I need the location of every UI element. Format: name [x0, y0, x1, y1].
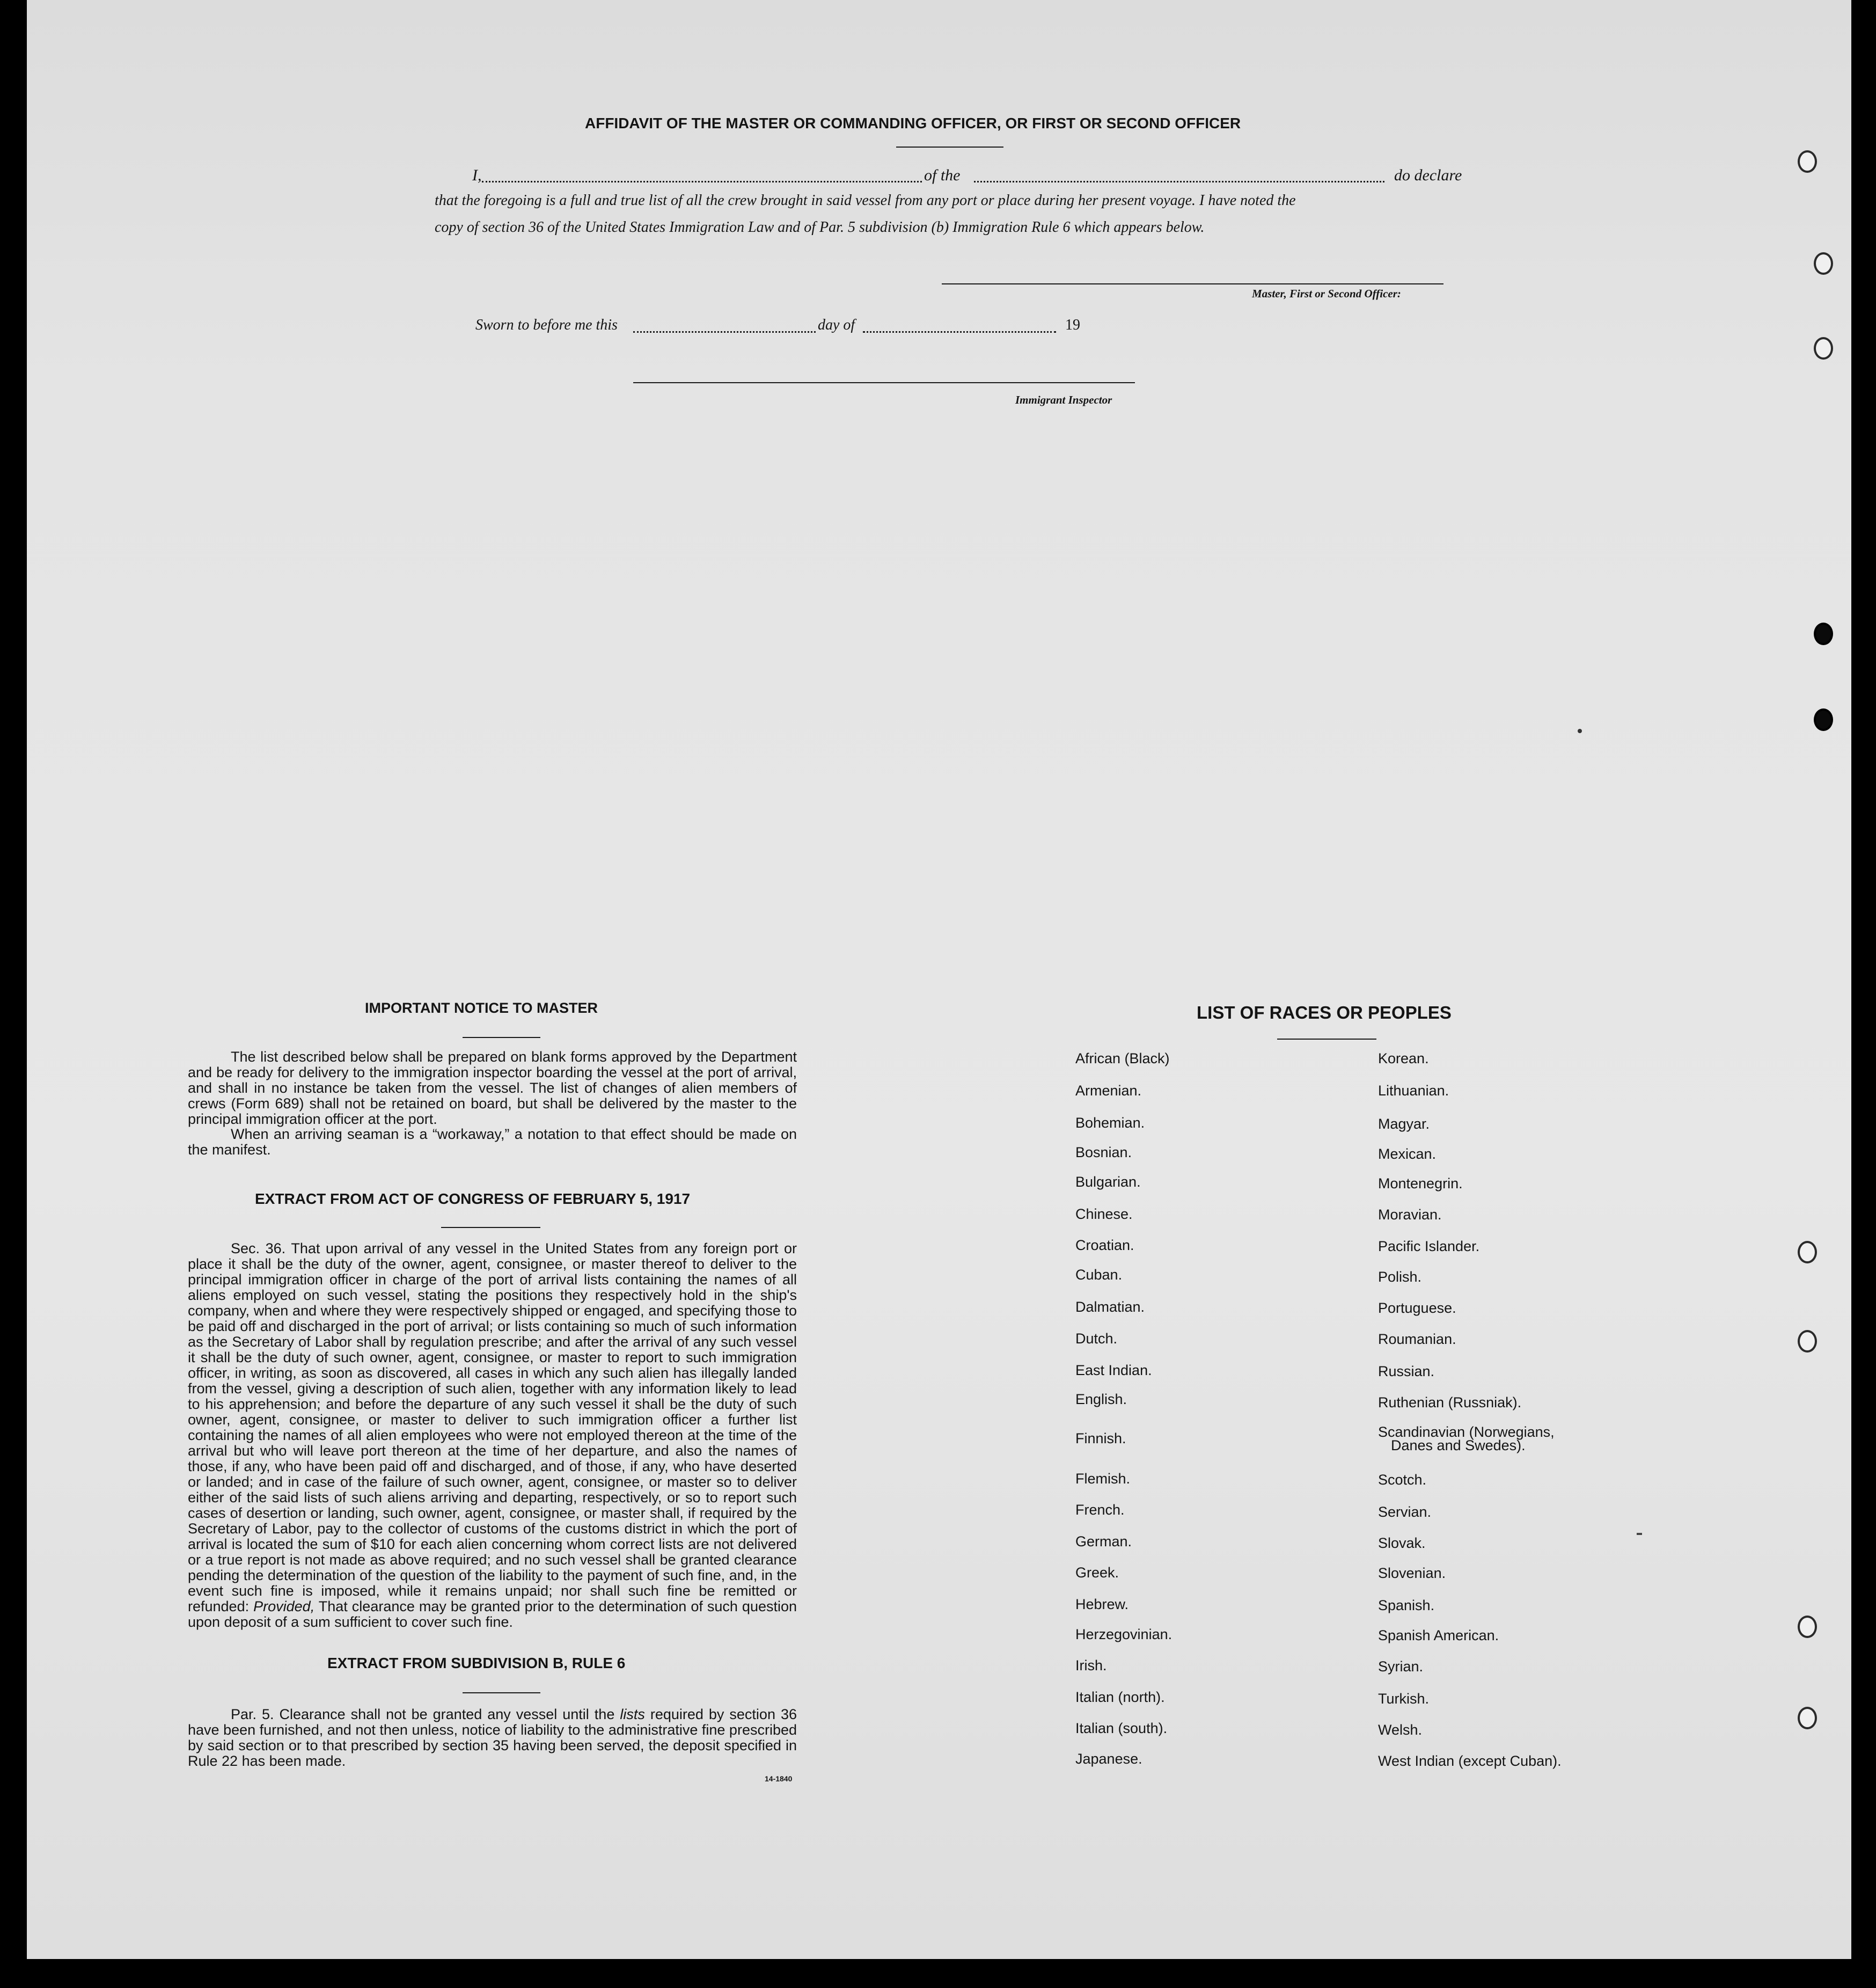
- binder-hole-icon: [1814, 252, 1833, 275]
- race-item: Moravian.: [1378, 1207, 1442, 1223]
- i-label: I,: [472, 166, 482, 184]
- sworn-label: Sworn to before me this: [475, 317, 618, 333]
- manifest-sheet: [27, 0, 1851, 1959]
- section-body: That upon arrival of any vessel in the United States from any foreign port or place it shall be the duty of the owner, agent, consignee, or master thereof to deliver to the principal immigration officer in charge of the port of arrival lists containing the names of all aliens employed on such vessel, stating the positions they respectively hold in the ship's company, when and where they were respectively shipped or engaged, and specifying those to be paid off and discharged in the port of arrival; or lists containing so much of such information as the Secretary of Labor shall by regulation prescribe; and after the arrival of any such vessel it shall be the duty of such owner, agent, consignee, or master to report to such immigration officer, in writing, as soon as discovered, all cases in which any such alien has illegally landed from the vessel, giving a description of such alien, together with any information likely to lead to his apprehension; and before the departure of any such vessel it shall be the duty of such owner, agent, consignee, or master to deliver to such immigration officer a further list containing the names of all alien employees who were not employed thereon at the time of the arrival but who will leave port thereon at the time of her departure, and also the names of those, if any, who have been paid off and discharged, and of those, if any, who have deserted or landed; and in case of the failure of such owner, agent, consignee, or master so to deliver either of the said lists of such aliens arriving and departing, respectively, or so to report such cases of desertion or landing, such owner, agent, consignee, or master shall, if required by the Secretary of Labor, pay to the collector of customs of the customs district in which the port of arrival is located the sum of $10 for each alien concerning whom correct lists are not delivered or a true report is not made as above required; and no such vessel shall be granted clearance pending the determination of the question of the liability to the payment of such fine, and, in the event such fine is imposed, while it remains unpaid; nor shall such fine be remitted or refunded:: [188, 1240, 797, 1614]
- race-item: Roumanian.: [1378, 1331, 1456, 1347]
- divider: [463, 1692, 540, 1693]
- race-item: Montenegrin.: [1378, 1175, 1463, 1192]
- race-item: Italian (north).: [1075, 1689, 1165, 1705]
- race-item: Turkish.: [1378, 1691, 1430, 1707]
- race-item: Bosnian.: [1075, 1144, 1132, 1160]
- extract-act-title: EXTRACT FROM ACT OF CONGRESS OF FEBRUARY 5, 1917: [255, 1190, 691, 1207]
- binder-hole-icon: [1798, 1616, 1817, 1638]
- race-item: Bohemian.: [1075, 1115, 1145, 1131]
- affidavit-body-line2: copy of section 36 of the United States Immigration Law and of Par. 5 subdivision (b) Immigration Rule 6 which appears below.: [435, 219, 1205, 236]
- race-item: Slovenian.: [1378, 1565, 1446, 1581]
- race-item: Danes and Swedes).: [1391, 1437, 1526, 1453]
- provided-word: Provided,: [253, 1598, 315, 1614]
- race-item: Japanese.: [1075, 1751, 1142, 1767]
- race-item: Spanish American.: [1378, 1627, 1499, 1643]
- race-item: Irish.: [1075, 1657, 1107, 1673]
- section-body-end: That clearance may be granted prior to the determination of such question upon deposit of a sum sufficient to cover such fine.: [188, 1598, 797, 1630]
- notice-paragraph-2: When an arriving seaman is a “workaway,” a notation to that effect should be made on the manifest.: [188, 1126, 797, 1158]
- binder-hole-icon: [1798, 1330, 1817, 1353]
- binder-hole-icon: [1798, 1707, 1817, 1729]
- race-item: Cuban.: [1075, 1267, 1123, 1283]
- race-item: Herzegovinian.: [1075, 1626, 1172, 1642]
- race-item: Croatian.: [1075, 1237, 1134, 1253]
- race-item: Flemish.: [1075, 1471, 1131, 1487]
- race-item: Chinese.: [1075, 1206, 1133, 1222]
- form-number: 14-1840: [765, 1774, 793, 1783]
- race-item: German.: [1075, 1533, 1132, 1550]
- notice-title: IMPORTANT NOTICE TO MASTER: [365, 1000, 598, 1016]
- divider: [1277, 1039, 1376, 1040]
- extract-rule-title: EXTRACT FROM SUBDIVISION B, RULE 6: [327, 1655, 626, 1671]
- race-item: Armenian.: [1075, 1083, 1142, 1099]
- race-item: Korean.: [1378, 1050, 1429, 1066]
- master-caption: Master, First or Second Officer:: [1252, 287, 1401, 300]
- inspector-signature-line[interactable]: [633, 382, 1135, 383]
- day-of-label: day of: [818, 317, 855, 333]
- race-item: Ruthenian (Russniak).: [1378, 1394, 1522, 1410]
- race-item: Welsh.: [1378, 1722, 1423, 1738]
- binder-hole-icon: [1798, 1241, 1817, 1263]
- divider: [463, 1037, 540, 1038]
- race-item: Spanish.: [1378, 1597, 1435, 1613]
- race-item: Slovak.: [1378, 1535, 1426, 1551]
- sworn-month-field[interactable]: [863, 331, 1056, 333]
- year-prefix: 19: [1065, 317, 1080, 333]
- master-signature-line[interactable]: [942, 283, 1443, 284]
- race-item: African (Black): [1075, 1050, 1170, 1066]
- race-item: French.: [1075, 1502, 1125, 1518]
- affidavit-title: AFFIDAVIT OF THE MASTER OR COMMANDING OFFICER, OR FIRST OR SECOND OFFICER: [585, 115, 1241, 131]
- of-the-label: of the: [924, 166, 961, 184]
- vessel-field[interactable]: [974, 181, 1384, 182]
- divider: [896, 147, 1003, 148]
- race-item: Greek.: [1075, 1565, 1119, 1581]
- race-item: Mexican.: [1378, 1146, 1437, 1162]
- race-item: Hebrew.: [1075, 1596, 1129, 1612]
- race-item: Servian.: [1378, 1504, 1432, 1520]
- affidavit-body-line1: that the foregoing is a full and true list of all the crew brought in said vessel from any port or place during her present voyage. I have noted the: [435, 192, 1296, 209]
- lists-word: lists: [620, 1706, 645, 1722]
- rule-text-a: Par. 5. Clearance shall not be granted any vessel until the: [231, 1706, 615, 1722]
- rule-text-b: required by section 36 have been furnished, and not then unless, notice of liability to the administrative fine prescribed by said section or to that prescribed by section 35 having been served, the deposit specified in Rule 22 has been made.: [188, 1706, 797, 1769]
- extract-act-text: [188, 1241, 797, 1630]
- race-item: Portuguese.: [1378, 1300, 1456, 1316]
- races-title: LIST OF RACES OR PEOPLES: [1197, 1003, 1452, 1022]
- race-item: Pacific Islander.: [1378, 1238, 1480, 1254]
- section-label: Sec. 36.: [231, 1240, 286, 1256]
- race-item: Scotch.: [1378, 1472, 1427, 1488]
- race-item: Dutch.: [1075, 1331, 1118, 1347]
- race-item: Lithuanian.: [1378, 1083, 1449, 1099]
- race-item: Scandinavian (Norwegians,: [1378, 1424, 1555, 1440]
- stray-mark: [1578, 729, 1582, 733]
- race-item: Syrian.: [1378, 1658, 1424, 1675]
- race-item: Magyar.: [1378, 1116, 1430, 1132]
- binder-hole-icon: [1798, 150, 1817, 173]
- binder-hole-icon: [1814, 623, 1833, 645]
- notice-paragraph-1: The list described below shall be prepared on blank forms approved by the Department and be ready for delivery to the immigration inspector boarding the vessel at the port of arrival, and shall in no instance be taken from the vessel. The list of changes of alien members of crews (Form 689) shall not be retained on board, but shall be delivered by the master to the principal immigration officer at the port.: [188, 1049, 797, 1127]
- race-item: Russian.: [1378, 1363, 1435, 1379]
- race-item: Finnish.: [1075, 1430, 1126, 1446]
- race-item: East Indian.: [1075, 1362, 1152, 1378]
- race-item: Italian (south).: [1075, 1720, 1168, 1736]
- extract-rule-text: [188, 1707, 797, 1769]
- inspector-caption: Immigrant Inspector: [1015, 393, 1112, 406]
- race-item: West Indian (except Cuban).: [1378, 1753, 1562, 1769]
- race-item: Polish.: [1378, 1269, 1422, 1285]
- race-item: English.: [1075, 1391, 1127, 1407]
- binder-hole-icon: [1814, 337, 1833, 360]
- binder-hole-icon: [1814, 708, 1833, 731]
- race-item: Bulgarian.: [1075, 1174, 1141, 1190]
- race-item: Dalmatian.: [1075, 1299, 1145, 1315]
- sworn-day-field[interactable]: [633, 331, 816, 333]
- divider: [441, 1227, 540, 1228]
- do-declare-label: do declare: [1394, 166, 1462, 184]
- name-field[interactable]: [482, 181, 922, 182]
- stray-mark: [1637, 1533, 1642, 1535]
